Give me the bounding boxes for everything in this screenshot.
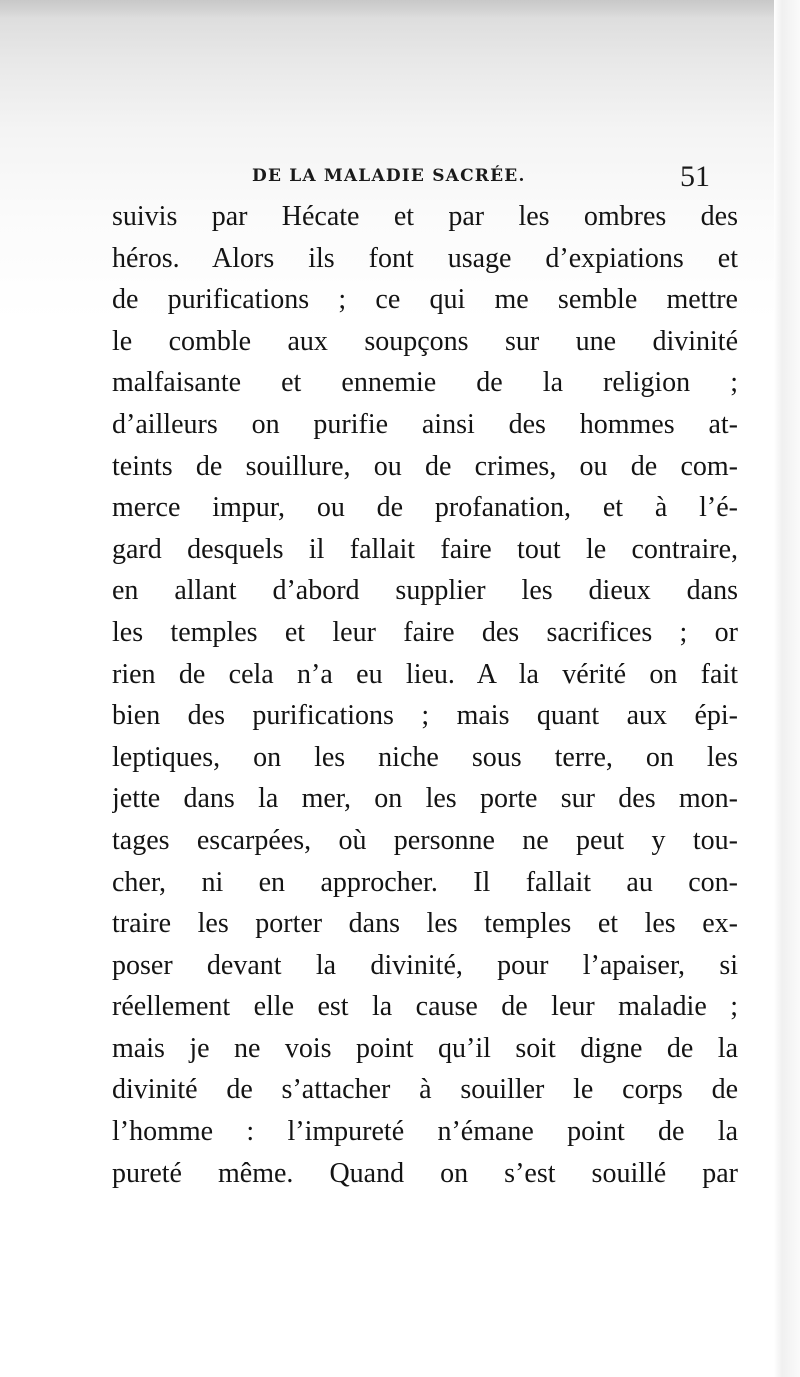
text-line: tages escarpées, où personne ne peut y tou- (112, 824, 738, 856)
text-line: traire les porter dans les temples et les ex- (112, 908, 738, 940)
text-line: réellement elle est la cause de leur maladie ; (112, 991, 738, 1023)
text-line: le comble aux soupçons sur une divinité (112, 325, 738, 357)
text-line: merce impur, ou de profanation, et à l’é- (112, 492, 738, 524)
text-line: l’homme : l’impureté n’émane point de la (112, 1116, 738, 1148)
text-line: en allant d’abord supplier les dieux dans (112, 575, 738, 607)
text-line: les temples et leur faire des sacrifices ; or (112, 616, 738, 648)
text-line: cher, ni en approcher. Il fallait au con- (112, 866, 738, 898)
text-line: suivis par Hécate et par les ombres des (112, 201, 738, 232)
text-line: pureté même. Quand on s’est souillé par (112, 1157, 738, 1189)
running-head (252, 160, 712, 193)
page-right-edge (774, 0, 800, 1377)
page-number: 51 (680, 160, 710, 193)
text-line: divinité de s’attacher à souiller le corps de (112, 1074, 738, 1106)
page-top-shadow (0, 0, 800, 18)
text-line: jette dans la mer, on les porte sur des mon- (112, 783, 738, 815)
text-line: malfaisante et ennemie de la religion ; (112, 367, 738, 399)
running-title: DE LA MALADIE SACRÉE. (252, 166, 526, 186)
text-line: teints de souillure, ou de crimes, ou de com- (112, 450, 738, 482)
text-line: de purifications ; ce qui me semble mettre (112, 284, 738, 316)
text-line: bien des purifications ; mais quant aux épi- (112, 700, 738, 732)
text-line: d’ailleurs on purifie ainsi des hommes at- (112, 408, 738, 440)
text-line: mais je ne vois point qu’il soit digne de la (112, 1032, 738, 1064)
text-line: héros. Alors ils font usage d’expiations et (112, 242, 738, 274)
text-line: leptiques, on les niche sous terre, on les (112, 741, 738, 773)
body-text (112, 196, 738, 1194)
text-line: gard desquels il fallait faire tout le contraire, (112, 533, 738, 565)
text-line: poser devant la divinité, pour l’apaiser, si (112, 949, 738, 981)
text-line: rien de cela n’a eu lieu. A la vérité on fait (112, 658, 738, 690)
